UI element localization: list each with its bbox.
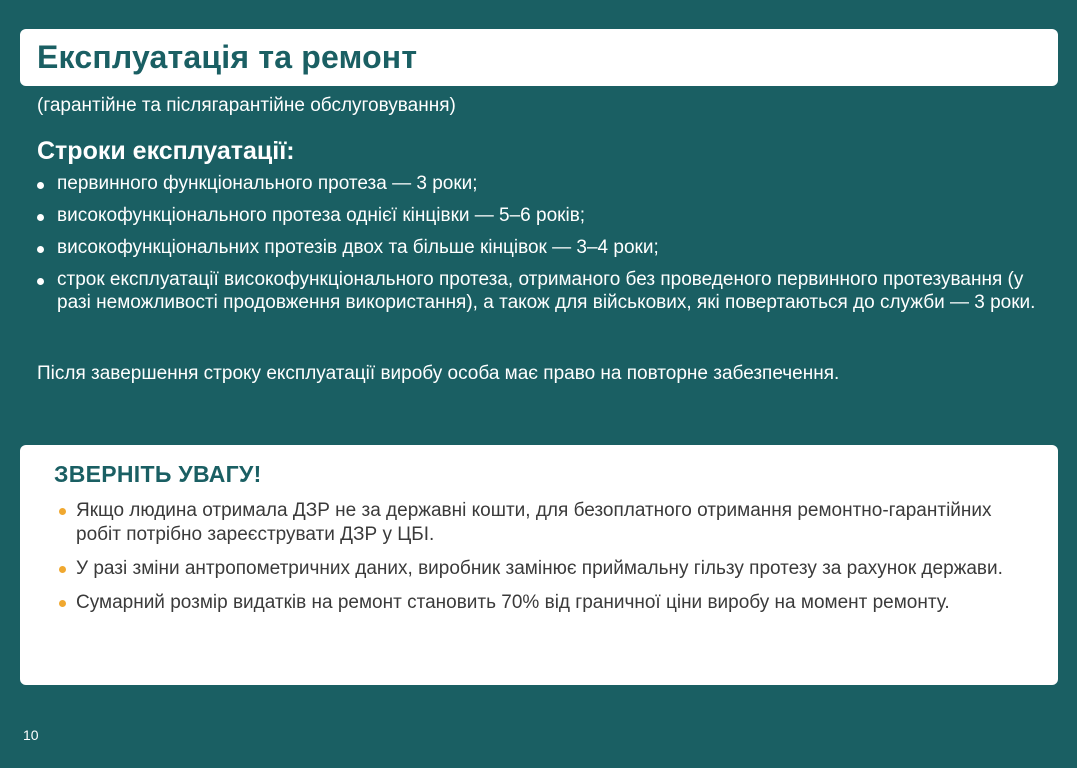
list-item: [37, 172, 1047, 195]
bullet-icon: [37, 182, 44, 189]
attention-list: [54, 499, 1024, 615]
list-item: [37, 236, 1047, 259]
page-title: Експлуатація та ремонт: [37, 39, 418, 75]
attention-box: [20, 445, 1058, 685]
bullet-icon: [37, 278, 44, 285]
attention-heading: ЗВЕРНІТЬ УВАГУ!: [54, 461, 262, 487]
list-item: [54, 557, 1024, 581]
bullet-icon: [37, 246, 44, 253]
terms-heading: Строки експлуатації:: [37, 137, 295, 165]
list-item-text: строк експлуатації високофункціонального протеза, отриманого без проведеного первинного протезування (у разі неможливості продовження використання), а також для військових, які повертаються до служби — 3 роки.: [57, 269, 1036, 313]
after-note: Після завершення строку експлуатації виробу особа має право на повторне забезпечення.: [37, 363, 840, 384]
bullet-icon: [59, 508, 66, 515]
list-item: [37, 268, 1047, 314]
terms-list: [37, 172, 1047, 323]
bullet-icon: [37, 214, 44, 221]
list-item-text: високофункціонального протеза однієї кінцівки — 5–6 років;: [57, 205, 586, 226]
bullet-icon: [59, 600, 66, 607]
list-item-text: Сумарний розмір видатків на ремонт становить 70% від граничної ціни виробу на момент ремонту.: [76, 592, 950, 613]
list-item: [54, 591, 1024, 615]
page-subtitle: (гарантійне та післягарантійне обслуговування): [37, 95, 456, 116]
list-item-text: Якщо людина отримала ДЗР не за державні кошти, для безоплатного отримання ремонтно-гарантійних робіт потрібно зареєструвати ДЗР у ЦБІ.: [76, 500, 992, 545]
bullet-icon: [59, 566, 66, 573]
title-bar: [20, 29, 1058, 86]
list-item-text: У разі зміни антропометричних даних, виробник замінює приймальну гільзу протезу за рахунок держави.: [76, 558, 1003, 579]
list-item-text: високофункціональних протезів двох та більше кінцівок — 3–4 роки;: [57, 237, 659, 258]
list-item: [37, 204, 1047, 227]
list-item: [54, 499, 1024, 547]
list-item-text: первинного функціонального протеза — 3 роки;: [57, 173, 478, 194]
page-number: 10: [23, 727, 39, 743]
